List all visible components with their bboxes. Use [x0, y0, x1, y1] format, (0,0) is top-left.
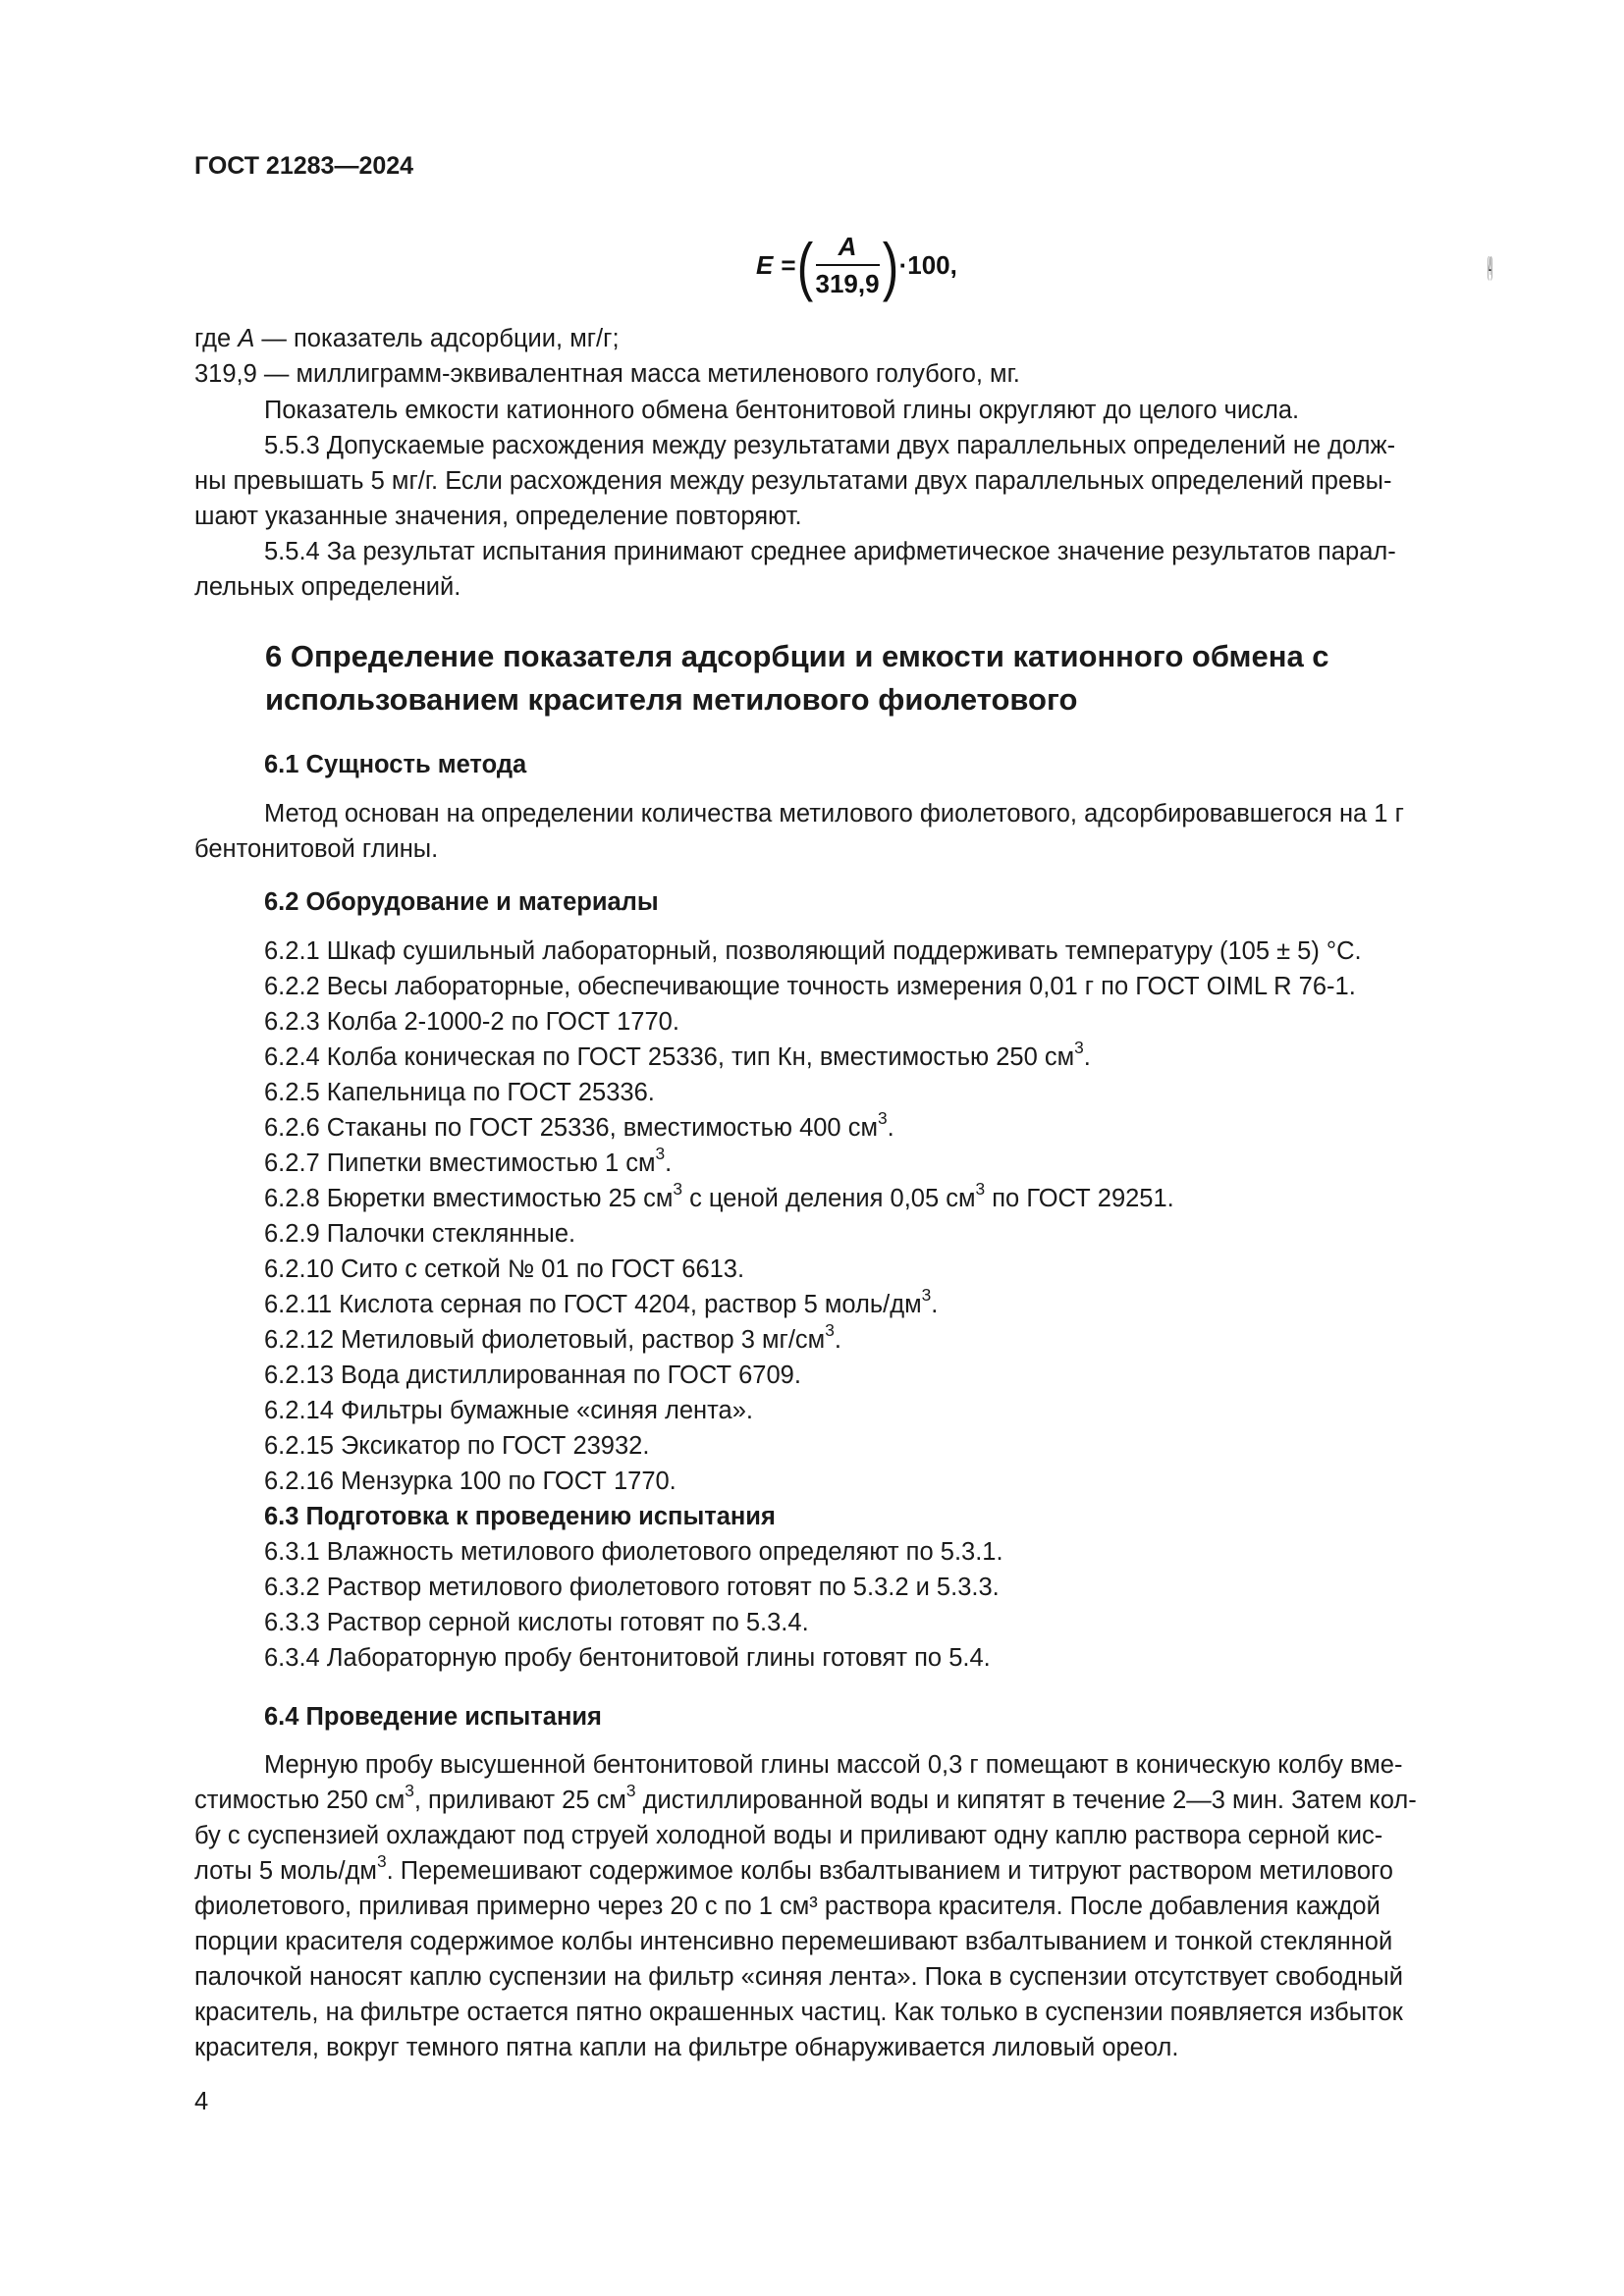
- equipment-item: 6.2.10 Сито с сеткой № 01 по ГОСТ 6613.: [264, 1255, 745, 1283]
- paragraph-554-line-2: лельных определений.: [194, 573, 461, 601]
- where-rest: — показатель адсорбции, мг/г;: [254, 325, 620, 352]
- item-text: 6.2.6 Стаканы по ГОСТ 25336, вместимостью 400 см: [264, 1114, 878, 1142]
- item-superscript-2: 3: [975, 1178, 986, 1199]
- procedure-text: лоты 5 моль/дм: [194, 1857, 377, 1885]
- procedure-line-5: фиолетового, приливая примерно через 20 с по 1 см³ раствора красителя. После добавления каждой: [194, 1893, 1380, 1920]
- equipment-item: [264, 1143, 673, 1177]
- subsection-6-4-title: 6.4 Проведение испытания: [264, 1703, 602, 1731]
- item-superscript: 3: [921, 1284, 932, 1305]
- item-superscript: 3: [655, 1143, 666, 1163]
- item-text-after: .: [887, 1114, 894, 1142]
- formula-number: (4): [1488, 253, 1493, 281]
- formula-fraction: [816, 232, 880, 299]
- equipment-item: [264, 1178, 1174, 1212]
- subsection-6-1-line-2: бентонитовой глины.: [194, 835, 439, 863]
- procedure-line-8: краситель, на фильтре остается пятно окрашенных частиц. Как только в суспензии появляется избыток: [194, 1999, 1403, 2026]
- subsection-6-2-title: 6.2 Оборудование и материалы: [264, 888, 659, 916]
- preparation-item: 6.3.3 Раствор серной кислоты готовят по 5.3.4.: [264, 1609, 809, 1636]
- equipment-item: 6.2.13 Вода дистиллированная по ГОСТ 6709.: [264, 1362, 801, 1389]
- where-var: A: [238, 325, 255, 352]
- page-number: 4: [194, 2088, 209, 2115]
- equipment-item: 6.2.14 Фильтры бумажные «синяя лента».: [264, 1397, 753, 1424]
- equipment-item: 6.2.1 Шкаф сушильный лабораторный, позволяющий поддерживать температуру (105 ± 5) °C.: [264, 937, 1362, 965]
- subsection-6-1-line-1: Метод основан на определении количества метилового фиолетового, адсорбировавшегося на 1 г: [264, 800, 1404, 828]
- formula-denominator: 319,9: [815, 269, 880, 298]
- preparation-item: 6.3.4 Лабораторную пробу бентонитовой глины готовят по 5.4.: [264, 1644, 991, 1672]
- procedure-line-2: [194, 1780, 1417, 1814]
- procedure-text: . Перемешивают содержимое колбы взбалтыванием и титруют раствором метилового: [386, 1857, 1393, 1885]
- procedure-line-1: Мерную пробу высушенной бентонитовой глины массой 0,3 г помещают в коническую колбу вме-: [264, 1751, 1403, 1779]
- paragraph-553-line-1: 5.5.3 Допускаемые расхождения между результатами двух параллельных определений не долж-: [264, 432, 1396, 459]
- equipment-item: [264, 1107, 894, 1142]
- procedure-superscript: 3: [376, 1850, 387, 1871]
- item-text-after: .: [1083, 1043, 1091, 1071]
- formula-4: [756, 229, 957, 302]
- equipment-item: 6.2.5 Капельница по ГОСТ 25336.: [264, 1079, 655, 1106]
- procedure-line-9: красителя, вокруг темного пятна капли на фильтре обнаруживается лиловый ореол.: [194, 2034, 1179, 2061]
- formula-lhs: E: [756, 250, 774, 280]
- equipment-item: 6.2.3 Колба 2-1000-2 по ГОСТ 1770.: [264, 1008, 679, 1036]
- equipment-item: [264, 1037, 1091, 1071]
- item-text: 6.2.11 Кислота серная по ГОСТ 4204, раствор 5 моль/дм: [264, 1291, 922, 1318]
- procedure-line-7: палочкой наносят каплю суспензии на фильтр «синяя лента». Пока в суспензии отсутствует свободный: [194, 1963, 1403, 1991]
- equipment-item: 6.2.2 Весы лабораторные, обеспечивающие точность измерения 0,01 г по ГОСТ OIML R 76-1.: [264, 973, 1356, 1000]
- formula-equals: =: [781, 250, 796, 280]
- procedure-line-4: [194, 1850, 1393, 1885]
- procedure-superscript: 3: [625, 1780, 636, 1800]
- procedure-line-3: бу с суспензией охлаждают под струей холодной воды и приливают одну каплю раствора серной кис-: [194, 1822, 1383, 1849]
- where-line-2: 319,9 — миллиграмм-эквивалентная масса метиленового голубого, мг.: [194, 360, 1020, 388]
- section-6-title-line-1: 6 Определение показателя адсорбции и емкости катионного обмена с: [265, 639, 1329, 673]
- item-text-after: .: [834, 1326, 841, 1354]
- paragraph-553-line-3: шают указанные значения, определение повторяют.: [194, 503, 802, 530]
- item-superscript: 3: [877, 1107, 888, 1128]
- section-6-title-line-2: использованием красителя метилового фиолетового: [265, 682, 1078, 717]
- equipment-item: 6.2.9 Палочки стеклянные.: [264, 1220, 576, 1248]
- procedure-text: стимостью 250 см: [194, 1787, 406, 1814]
- subsection-6-3-title: 6.3 Подготовка к проведению испытания: [264, 1503, 776, 1530]
- procedure-line-6: порции красителя содержимое колбы интенсивно перемешивают взбалтыванием и тонкой стеклянной: [194, 1928, 1393, 1955]
- preparation-item: 6.3.2 Раствор метилового фиолетового готовят по 5.3.2 и 5.3.3.: [264, 1574, 1000, 1601]
- item-text-after: с ценой деления 0,05 см: [682, 1185, 976, 1212]
- formula-tail: ·100,: [898, 250, 957, 280]
- where-line-1: [194, 327, 620, 352]
- item-text: 6.2.8 Бюретки вместимостью 25 см: [264, 1185, 674, 1212]
- item-text-after: .: [931, 1291, 939, 1318]
- paragraph-553-line-2: ны превышать 5 мг/г. Если расхождения между результатами двух параллельных определений превы-: [194, 467, 1392, 495]
- document-header-id: ГОСТ 21283—2024: [194, 152, 414, 180]
- procedure-text: дистиллированной воды и кипятят в течение 2—3 мин. Затем кол-: [635, 1787, 1417, 1814]
- where-prefix: где: [194, 325, 239, 352]
- equipment-item: 6.2.15 Эксикатор по ГОСТ 23932.: [264, 1432, 650, 1460]
- item-text-after: .: [665, 1149, 673, 1177]
- item-text: 6.2.7 Пипетки вместимостью 1 см: [264, 1149, 656, 1177]
- procedure-superscript: 3: [405, 1780, 414, 1800]
- item-superscript: 3: [673, 1178, 682, 1199]
- item-text: 6.2.12 Метиловый фиолетовый, раствор 3 мг/см: [264, 1326, 826, 1354]
- subsection-6-1-title: 6.1 Сущность метода: [264, 751, 527, 778]
- paragraph-554-line-1: 5.5.4 За результат испытания принимают среднее арифметическое значение результатов парал-: [264, 538, 1396, 565]
- preparation-item: 6.3.1 Влажность метилового фиолетового определяют по 5.3.1.: [264, 1538, 1003, 1566]
- item-text: 6.2.4 Колба коническая по ГОСТ 25336, тип Кн, вместимостью 250 см: [264, 1043, 1075, 1071]
- item-superscript: 3: [1074, 1037, 1084, 1057]
- item-superscript: 3: [825, 1319, 835, 1340]
- procedure-text: , приливают 25 см: [413, 1787, 626, 1814]
- item-text-after-2: по ГОСТ 29251.: [985, 1185, 1174, 1212]
- formula-close-paren: ): [882, 229, 898, 302]
- equipment-item: [264, 1284, 939, 1318]
- formula-open-paren: (: [796, 229, 813, 302]
- equipment-item: 6.2.16 Мензурка 100 по ГОСТ 1770.: [264, 1468, 677, 1495]
- paragraph-rounding: Показатель емкости катионного обмена бентонитовой глины округляют до целого числа.: [264, 397, 1300, 424]
- equipment-item: [264, 1319, 841, 1354]
- formula-numerator: A: [838, 232, 857, 261]
